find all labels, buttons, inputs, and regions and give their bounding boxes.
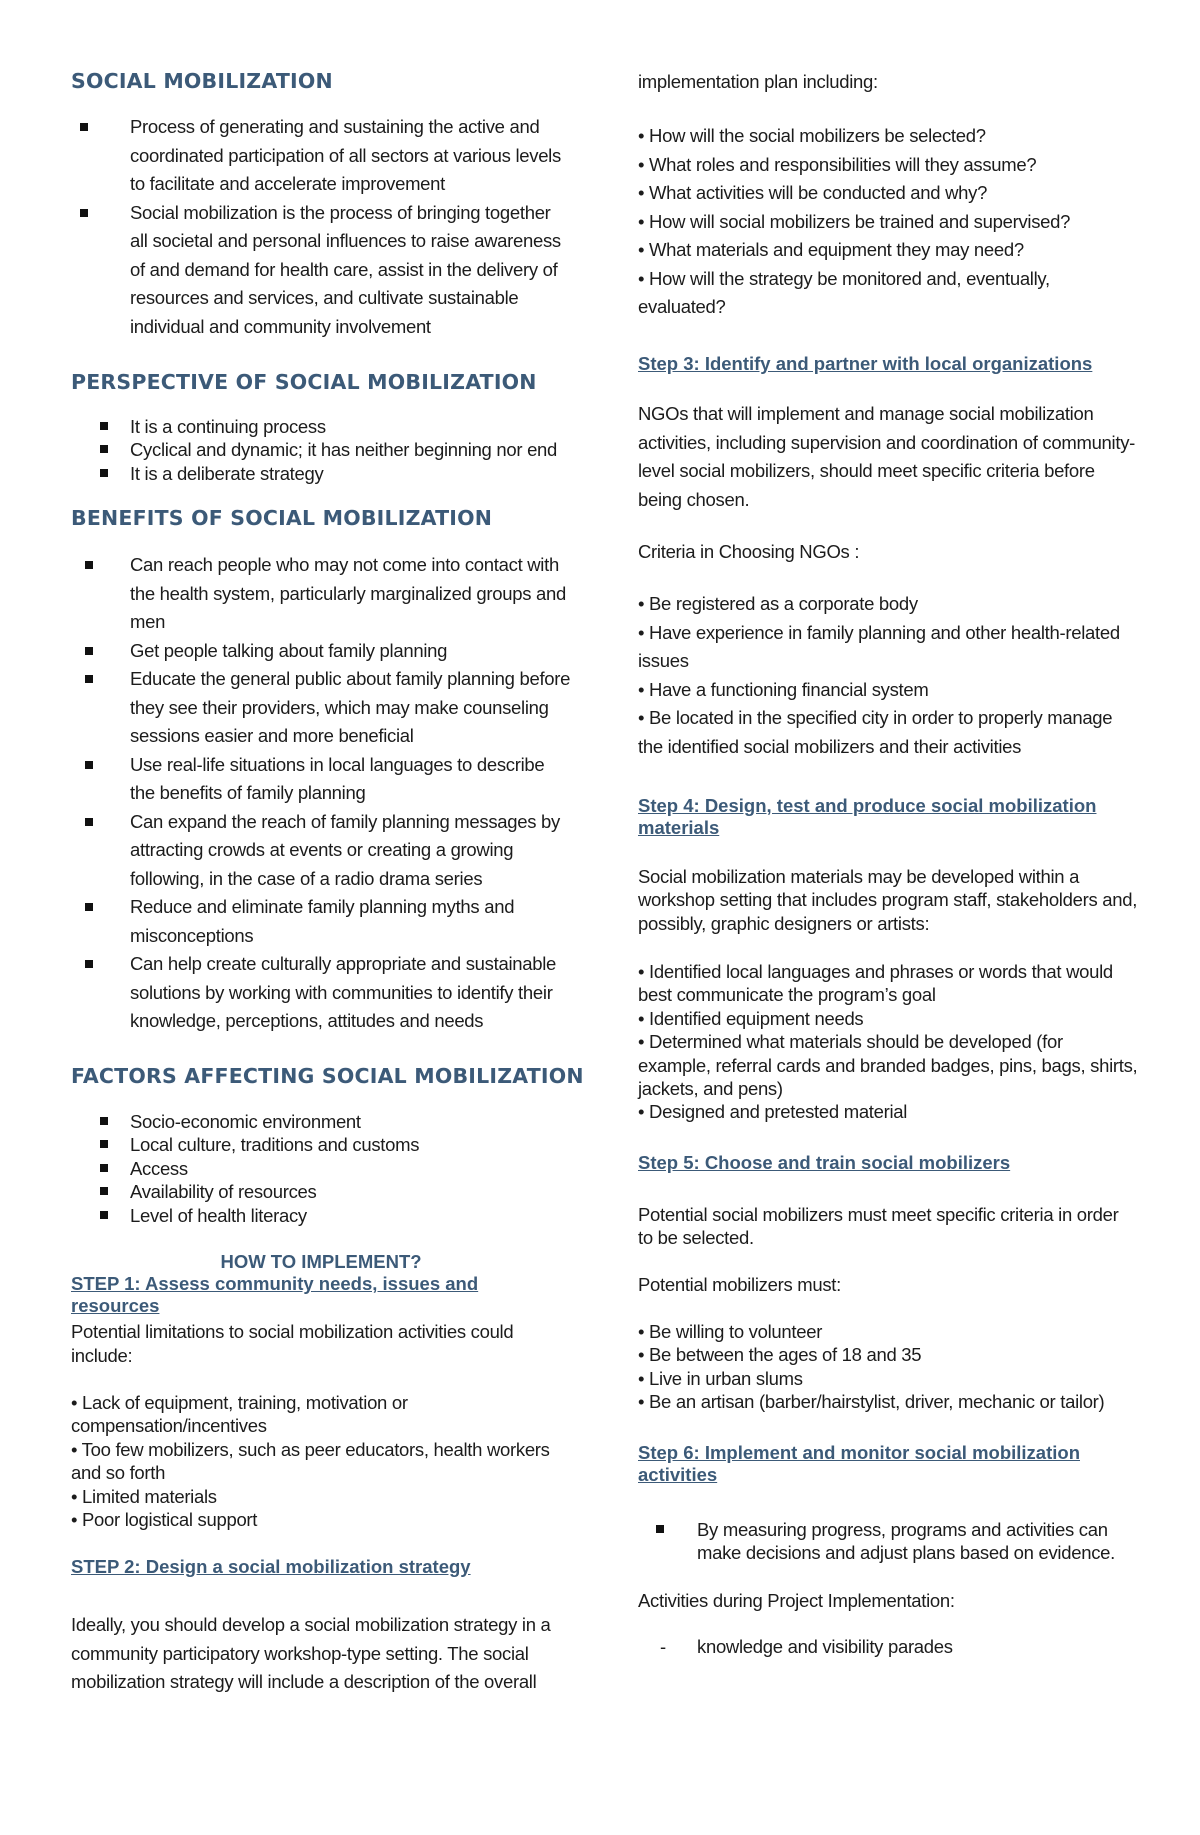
list-item: • Poor logistical support xyxy=(71,1509,258,1531)
activities-label: Activities during Project Implementation: xyxy=(638,1590,955,1611)
square-bullet-icon xyxy=(85,761,93,769)
section-title-perspective: PERSPECTIVE OF SOCIAL MOBILIZATION xyxy=(71,370,537,394)
list-item: • Have experience in family planning and other health-related issues xyxy=(638,621,1120,671)
list-item: • Limited materials xyxy=(71,1485,217,1507)
list-item: • How will the social mobilizers be selected? xyxy=(638,125,986,146)
list-item: Reduce and eliminate family planning myths and misconceptions xyxy=(71,893,571,950)
step-1-heading: STEP 1: Assess community needs, issues and resources xyxy=(71,1273,479,1316)
benefits-list xyxy=(71,551,571,1036)
step-5-heading: Step 5: Choose and train social mobilizers xyxy=(638,1152,1011,1173)
list-item: Process of generating and sustaining the active and coordinated participation of all sectors at various levels to facilitate and accelerate improvement xyxy=(71,113,571,199)
strategy-questions xyxy=(638,122,1138,322)
square-bullet-icon xyxy=(100,1140,108,1148)
list-item: Cyclical and dynamic; it has neither beginning nor end xyxy=(71,438,571,461)
square-bullet-icon xyxy=(80,209,88,217)
continuation-text: implementation plan including: xyxy=(638,71,878,92)
list-item: • Identified equipment needs xyxy=(638,1007,864,1029)
square-bullet-icon xyxy=(85,561,93,569)
list-item: It is a deliberate strategy xyxy=(71,462,571,485)
step-6-list xyxy=(638,1518,1138,1565)
step-1-intro: Potential limitations to social mobilization activities could include: xyxy=(71,1321,514,1366)
list-item: Socio-economic environment xyxy=(71,1110,571,1133)
list-item: • Identified local languages and phrases or words that would best communicate the program’s goal xyxy=(638,961,1113,1006)
list-item: • What roles and responsibilities will they assume? xyxy=(638,153,1037,175)
list-item: • Be registered as a corporate body xyxy=(638,593,918,614)
list-item: Use real-life situations in local languages to describe the benefits of family planning xyxy=(71,751,571,808)
list-item: Can help create culturally appropriate and sustainable solutions by working with communities to identify their knowledge, perceptions, attitudes and needs xyxy=(71,950,571,1036)
list-item: • What materials and equipment they may need? xyxy=(638,239,1024,260)
list-item: Access xyxy=(71,1157,571,1180)
square-bullet-icon xyxy=(85,647,93,655)
list-item: It is a continuing process xyxy=(71,415,571,438)
list-item: • How will social mobilizers be trained and supervised? xyxy=(638,210,1071,232)
list-item: • Designed and pretested material xyxy=(638,1101,908,1123)
step-5-text: Potential social mobilizers must meet specific criteria in order to be selected. xyxy=(638,1204,1119,1249)
list-item: • How will the strategy be monitored and, eventually, evaluated? xyxy=(638,267,1050,317)
list-item: • Be an artisan (barber/hairstylist, driver, mechanic or tailor) xyxy=(638,1391,1105,1413)
square-bullet-icon xyxy=(80,123,88,131)
how-to-implement-heading: HOW TO IMPLEMENT? xyxy=(220,1251,422,1272)
step-3-text: NGOs that will implement and manage social mobilization activities, including supervision and coordination of community-level social mobilizers, should meet specific criteria before being chosen. xyxy=(638,403,1136,510)
section-title-factors: FACTORS AFFECTING SOCIAL MOBILIZATION xyxy=(71,1064,584,1088)
list-item: Get people talking about family planning xyxy=(71,637,571,666)
criteria-label: Criteria in Choosing NGOs : xyxy=(638,541,860,562)
list-item: • Lack of equipment, training, motivation or compensation/incentives xyxy=(71,1392,408,1437)
square-bullet-icon xyxy=(100,422,108,430)
list-item: • What activities will be conducted and why? xyxy=(638,182,988,203)
list-item: Local culture, traditions and customs xyxy=(71,1133,571,1156)
section-title-benefits: BENEFITS OF SOCIAL MOBILIZATION xyxy=(71,506,493,530)
list-item: • Have a functioning financial system xyxy=(638,678,929,700)
list-item: Level of health literacy xyxy=(71,1204,571,1227)
list-item: Availability of resources xyxy=(71,1180,571,1203)
step-6-heading: Step 6: Implement and monitor social mobilization activities xyxy=(638,1442,1080,1485)
perspective-list xyxy=(71,415,571,485)
step-2-text: Ideally, you should develop a social mobilization strategy in a community participatory workshop-type setting. The social mobilization strategy will include a description of the overall xyxy=(71,1614,551,1692)
section-title-social-mobilization: SOCIAL MOBILIZATION xyxy=(71,69,333,93)
square-bullet-icon xyxy=(100,469,108,477)
square-bullet-icon xyxy=(100,1211,108,1219)
step-4-text: Social mobilization materials may be developed within a workshop setting that includes program staff, stakeholders and, possibly, graphic designers or artists: xyxy=(638,866,1138,934)
step-4-bullets xyxy=(638,960,1138,1124)
step-5-bullets xyxy=(638,1320,1138,1414)
square-bullet-icon xyxy=(100,1187,108,1195)
mobilizers-must-label: Potential mobilizers must: xyxy=(638,1274,841,1295)
list-item: Educate the general public about family planning before they see their providers, which may make counseling sessions easier and more beneficial xyxy=(71,665,571,751)
list-item: Social mobilization is the process of bringing together all societal and personal influences to raise awareness of and demand for health care, assist in the delivery of resources and services, and cultivate sustainable individual and community involvement xyxy=(71,199,571,342)
square-bullet-icon xyxy=(85,675,93,683)
square-bullet-icon xyxy=(656,1525,664,1533)
step-2-heading: STEP 2: Design a social mobilization strategy xyxy=(71,1556,471,1577)
square-bullet-icon xyxy=(100,1117,108,1125)
square-bullet-icon xyxy=(85,960,93,968)
social-mobilization-list xyxy=(71,113,571,341)
step-1-bullets xyxy=(71,1391,571,1531)
list-item: • Be located in the specified city in order to properly manage the identified social mobilizers and their activities xyxy=(638,707,1113,757)
list-item: • Too few mobilizers, such as peer educators, health workers and so forth xyxy=(71,1438,550,1484)
step-3-heading: Step 3: Identify and partner with local organizations xyxy=(638,353,1093,374)
step-4-heading: Step 4: Design, test and produce social mobilization materials xyxy=(638,795,1097,838)
list-item: • Be willing to volunteer xyxy=(638,1321,823,1342)
list-item: • Be between the ages of 18 and 35 xyxy=(638,1344,922,1366)
criteria-list xyxy=(638,590,1138,761)
factors-list xyxy=(71,1110,571,1227)
square-bullet-icon xyxy=(100,445,108,453)
dash-bullet-icon: - xyxy=(660,1636,666,1657)
list-item: Can expand the reach of family planning messages by attracting crowds at events or creating a growing following, in the case of a radio drama series xyxy=(71,808,571,894)
list-item: By measuring progress, programs and activities can make decisions and adjust plans based on evidence. xyxy=(638,1518,1138,1565)
square-bullet-icon xyxy=(100,1164,108,1172)
list-item: • Determined what materials should be developed (for example, referral cards and branded badges, pins, bags, shirts, jackets, and pens) xyxy=(638,1031,1138,1100)
list-item: Can reach people who may not come into contact with the health system, particularly marginalized groups and men xyxy=(71,551,571,637)
square-bullet-icon xyxy=(85,903,93,911)
list-item: • Live in urban slums xyxy=(638,1367,803,1389)
square-bullet-icon xyxy=(85,818,93,826)
